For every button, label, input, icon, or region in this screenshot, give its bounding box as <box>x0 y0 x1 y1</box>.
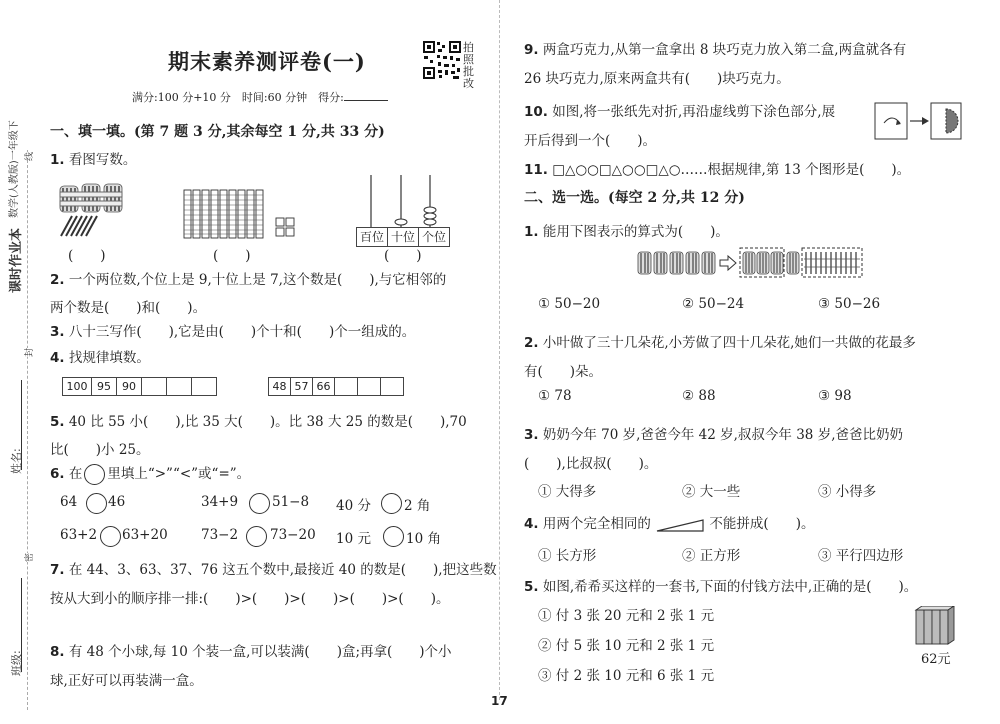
q8-line1: 有 48 个小球,每 10 个装一盒,可以装满( )盒;再拿( )个小 <box>68 644 452 660</box>
q2-line2: 两个数是( )和( )。 <box>50 300 207 316</box>
c1 <box>524 220 729 240</box>
right-triangle-icon <box>655 517 705 533</box>
c4 <box>524 512 814 533</box>
c2-opt-1[interactable]: ① 78 <box>538 388 572 404</box>
q7-num: 7. <box>50 562 65 578</box>
q10-line1: 如图,将一张纸先对折,再沿虚线剪下涂色部分,展 <box>552 104 836 120</box>
seq1-cell: 100 <box>63 378 92 395</box>
seq1-cell: 95 <box>92 378 117 395</box>
compare-blank[interactable] <box>381 493 402 514</box>
book-price: 62元 <box>921 652 951 667</box>
q2-line1: 一个两位数,个位上是 9,十位上是 7,这个数是( ),与它相邻的 <box>68 272 447 288</box>
q7-line2: 按从大到小的顺序排一排:( )>( )>( )>( )>( )。 <box>50 591 450 607</box>
q5 <box>50 408 467 464</box>
c3 <box>524 421 903 479</box>
q10 <box>524 98 835 156</box>
seq1-blank[interactable] <box>192 378 216 395</box>
c1-text: 能用下图表示的算式为( )。 <box>542 224 729 240</box>
binding-strip <box>0 0 44 724</box>
seq1-blank[interactable] <box>142 378 167 395</box>
class-line <box>21 578 22 672</box>
q6-num: 6. <box>50 466 65 482</box>
c1-num: 1. <box>524 224 539 240</box>
c2-opt-3[interactable]: ③ 98 <box>818 388 852 404</box>
compare-right: 73−20 <box>270 527 316 543</box>
compare-right: 10 角 <box>406 531 441 547</box>
c2-line1: 小叶做了三十几朵花,小芳做了四十几朵花,她们一共做的花最多 <box>542 335 916 351</box>
q10-line2: 开后得到一个( )。 <box>524 133 657 149</box>
seq2-cell: 57 <box>291 378 313 395</box>
subject-label: 数学(人教版)一年级下 <box>9 120 20 218</box>
q7 <box>50 556 497 614</box>
c1-opt-1[interactable]: ① 50−20 <box>538 296 601 312</box>
q1-blank-a[interactable]: ( ) <box>68 248 106 264</box>
compare-blank[interactable] <box>383 526 404 547</box>
c2-line2: 有( )朵。 <box>524 364 603 380</box>
name-line <box>21 380 22 470</box>
seq2-blank[interactable] <box>335 378 358 395</box>
c5-num: 5. <box>524 579 539 595</box>
seq2-blank[interactable] <box>381 378 403 395</box>
c3-num: 3. <box>524 427 539 443</box>
page-title: 期末素养测评卷(一) <box>168 49 366 74</box>
abacus-label-tens: 十位 <box>388 228 419 246</box>
sequence-2 <box>268 377 404 396</box>
c1-opt-2[interactable]: ② 50−24 <box>682 296 745 312</box>
abacus-image <box>356 172 444 228</box>
compare-circle-icon <box>84 464 105 485</box>
q3-text: 八十三写作( ),它是由( )个十和( )个一组成的。 <box>68 324 416 340</box>
c4-opt-2[interactable]: ② 正方形 <box>682 548 741 564</box>
q11-num: 11. <box>524 162 548 178</box>
q8-num: 8. <box>50 644 65 660</box>
q4-num: 4. <box>50 350 65 366</box>
q3-num: 3. <box>50 324 65 340</box>
c5-opt-2[interactable]: ② 付 5 张 10 元和 2 张 1 元 <box>538 638 715 654</box>
c4-text-b: 不能拼成( )。 <box>709 516 815 532</box>
compare-blank[interactable] <box>246 526 267 547</box>
seq2-cell: 66 <box>313 378 335 395</box>
class-label: 班级: <box>10 650 23 676</box>
c5-text: 如图,希希买这样的一套书,下面的付钱方法中,正确的是( )。 <box>542 579 918 595</box>
compare-left: 63+2 <box>60 527 98 543</box>
q1 <box>50 148 136 168</box>
q6-text-a: 在 <box>68 466 83 482</box>
compare-right: 51−8 <box>272 494 310 510</box>
compare-right: 63+20 <box>122 527 168 543</box>
qr-caption: 拍照批改 <box>463 41 474 90</box>
c4-num: 4. <box>524 516 539 532</box>
c3-opt-1[interactable]: ① 大得多 <box>538 484 597 500</box>
q8 <box>50 638 452 696</box>
compare-blank[interactable] <box>249 493 270 514</box>
seq2-blank[interactable] <box>358 378 381 395</box>
stick-bundles-image <box>58 178 138 240</box>
q4-text: 找规律填数。 <box>68 350 150 366</box>
q2 <box>50 266 446 322</box>
q2-num: 2. <box>50 272 65 288</box>
cut-label-bot: 密 <box>21 553 36 562</box>
column-divider <box>499 0 500 700</box>
score-line-text: 满分:100 分+10 分 时间:60 分钟 得分: <box>132 91 344 104</box>
compare-left: 73−2 <box>201 527 239 543</box>
brand-label: 课时作业本 <box>9 227 24 293</box>
score-blank <box>344 91 388 101</box>
qr-code-icon[interactable] <box>422 40 462 80</box>
q8-line2: 球,正好可以再装满一盒。 <box>50 673 203 689</box>
q5-line1: 40 比 55 小( ),比 35 大( )。比 38 大 25 的数是( ),70 <box>68 414 467 430</box>
q11-text: □△○○□△○○□△○……根据规律,第 13 个图形是( )。 <box>552 162 911 178</box>
q6 <box>50 462 250 485</box>
sequence-1 <box>62 377 217 396</box>
q5-line2: 比( )小 25。 <box>50 442 150 458</box>
q1-blank-c[interactable]: ( ) <box>384 248 422 264</box>
cut-line <box>27 150 28 710</box>
paper-fold-image <box>874 101 964 141</box>
c4-opt-3[interactable]: ③ 平行四边形 <box>818 548 904 564</box>
q9-line2: 26 块巧克力,原来两盒共有( )块巧克力。 <box>524 71 790 87</box>
c4-text-a: 用两个完全相同的 <box>542 516 651 532</box>
q1-num: 1. <box>50 152 65 168</box>
c3-line1: 奶奶今年 70 岁,爸爸今年 42 岁,叔叔今年 38 岁,爸爸比奶奶 <box>542 427 903 443</box>
seq2-cell: 48 <box>269 378 291 395</box>
compare-left: 10 元 <box>336 531 371 547</box>
q5-num: 5. <box>50 414 65 430</box>
compare-blank[interactable] <box>86 493 107 514</box>
q3 <box>50 320 415 340</box>
compare-blank[interactable] <box>100 526 121 547</box>
book-set-image <box>913 606 957 646</box>
cube-rods-image <box>180 188 300 240</box>
q7-line1: 在 44、3、63、37、76 这五个数中,最接近 40 的数是( ),把这些数 <box>68 562 497 578</box>
q10-num: 10. <box>524 104 548 120</box>
compare-left: 64 <box>60 494 78 510</box>
q1-text: 看图写数。 <box>68 152 137 168</box>
q9 <box>524 36 906 94</box>
q6-text-b: 里填上“>”“<”或“=”。 <box>107 466 251 482</box>
name-label: 姓名: <box>10 448 23 474</box>
c2-num: 2. <box>524 335 539 351</box>
c3-opt-3[interactable]: ③ 小得多 <box>818 484 877 500</box>
q1-blank-b[interactable]: ( ) <box>213 248 251 264</box>
cut-label-top: 线 <box>21 152 36 161</box>
c1-opt-3[interactable]: ③ 50−26 <box>818 296 881 312</box>
page-number: 17 <box>491 694 508 708</box>
q11 <box>524 158 910 178</box>
q9-num: 9. <box>524 42 539 58</box>
c2 <box>524 329 916 387</box>
section2-title: 二、选一选。(每空 2 分,共 12 分) <box>524 190 745 206</box>
cut-label-mid: 封 <box>21 348 36 357</box>
compare-right: 46 <box>108 494 126 510</box>
abacus-label-hundreds: 百位 <box>357 228 388 246</box>
bundles-subtraction-image <box>636 246 866 278</box>
abacus-label-ones: 个位 <box>422 230 447 244</box>
c5-opt-3[interactable]: ③ 付 2 张 10 元和 6 张 1 元 <box>538 668 715 684</box>
seq1-blank[interactable] <box>167 378 192 395</box>
q9-line1: 两盒巧克力,从第一盒拿出 8 块巧克力放入第二盒,两盒就各有 <box>542 42 907 58</box>
c2-opt-2[interactable]: ② 88 <box>682 388 716 404</box>
compare-left: 34+9 <box>201 494 239 510</box>
section1-title: 一、填一填。(第 7 题 3 分,其余每空 1 分,共 33 分) <box>50 124 385 140</box>
c4-opt-1[interactable]: ① 长方形 <box>538 548 597 564</box>
c3-opt-2[interactable]: ② 大一些 <box>682 484 741 500</box>
c5 <box>524 575 917 595</box>
c5-opt-1[interactable]: ① 付 3 张 20 元和 2 张 1 元 <box>538 608 715 624</box>
compare-right: 2 角 <box>404 498 431 514</box>
score-line <box>132 89 388 105</box>
compare-left: 40 分 <box>336 498 371 514</box>
q4 <box>50 346 150 366</box>
c3-line2: ( ),比叔叔( )。 <box>524 456 658 472</box>
seq1-cell: 90 <box>117 378 142 395</box>
